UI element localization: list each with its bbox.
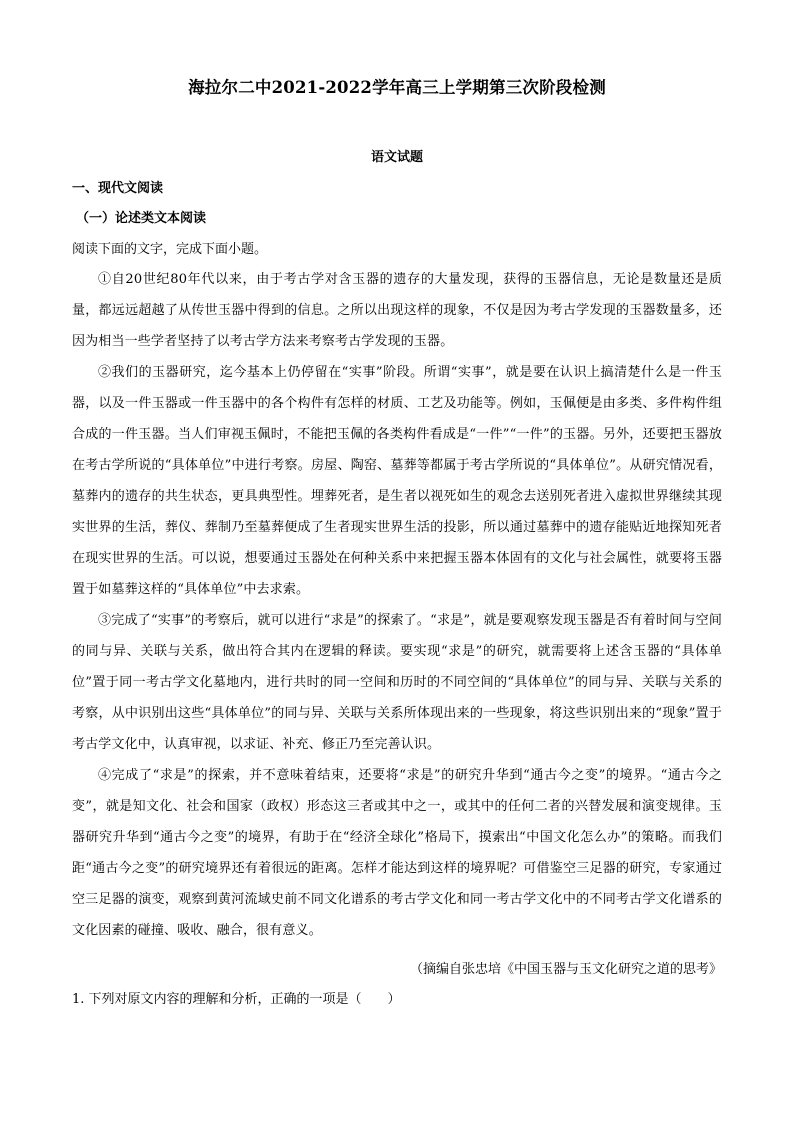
paragraph-1: ①自20世纪80年代以来，由于考古学对含玉器的遗存的大量发现，获得的玉器信息，无论是数量还是质量，都远远超越了从传世玉器中得到的信息。之所以出现这样的现象，不仅是因为考古学发现的玉器数量多，还因为相当一些学者坚持了以考古学方法来考察考古学发现的玉器。 — [72, 272, 722, 349]
paragraph-2: ②我们的玉器研究，迄今基本上仍停留在“实事”阶段。所谓“实事”，就是要在认识上搞清楚什么是一件玉器，以及一件玉器或一件玉器中的各个构件有怎样的材质、工艺及功能等。例如，玉佩便是由多类、多件构件组合成的一件玉器。当人们审视玉佩时，不能把玉佩的各类构件看成是“一件”“一件”的玉器。另外，还要把玉器放在考古学所说的“具体单位”中进行考察。房屋、陶窑、墓葬等都属于考古学所说的“具体单位”。从研究情况看，墓葬内的遗存的共生状态，更具典型性。埋葬死者，是生者以视死如生的观念去送别死者进入虚拟世界继续其现实世界的生活，葬仪、葬制乃至墓葬便成了生者现实世界生活的投影，所以通过墓葬中的遗存能贴近地探知死者在现实世界的生活。可以说，想要通过玉器处在何种关系中来把握玉器本体固有的文化与社会属性，就要将玉器置于如墓葬这样的“具体单位”中去求索。 — [72, 365, 723, 597]
reading-passage — [72, 264, 722, 946]
subject-title: 语文试题 — [370, 150, 423, 165]
paragraph-3: ③完成了“实事”的考察后，就可以进行“求是”的探索了。“求是”，就是要观察发现玉器是否有着时间与空间的同与异、关联与关系，做出符合其内在逻辑的释读。要实现“求是”的研究，就需要将上述含玉器的“具体单位”置于同一考古学文化墓地内，进行共时的同一空间和历时的不同空间的“具体单位”的同与异、关联与关系的考察，从中识别出这些“具体单位”的同与异、关联与关系所体现出来的一些现象，将这些识别出来的“现象”置于考古学文化中，认真审视，以求证、补充、修正乃至完善认识。 — [72, 613, 722, 752]
source-citation: （摘编自张忠培《中国玉器与玉文化研究之道的思考》 — [409, 962, 722, 977]
reading-instruction: 阅读下面的文字，完成下面小题。 — [72, 242, 268, 257]
question-1: 1. 下列对原文内容的理解和分析，正确的一项是（ ） — [72, 992, 401, 1007]
section-heading: 一、现代文阅读 — [72, 181, 164, 196]
subsection-heading: （一）论述类文本阅读 — [76, 211, 207, 226]
exam-title: 海拉尔二中2021-2022学年高三上学期第三次阶段检测 — [188, 78, 606, 97]
paragraph-4: ④完成了“求是”的探索，并不意味着结束，还要将“求是”的研究升华到“通古今之变”的境界。“通古今之变”，就是知文化、社会和国家（政权）形态这三者或其中之一，或其中的任何二者的兴替发展和演变规律。玉器研究升华到“通古今之变”的境界，有助于在“经济全球化”格局下，摸索出“中国文化怎么办”的策略。而我们距“通古今之变”的研究境界还有着很远的距离。怎样才能达到这样的境界呢？可借鉴空三足器的研究，专家通过空三足器的演变，观察到黄河流域史前不同文化谱系的考古学文化和同一考古学文化中的不同考古学文化谱系的文化因素的碰撞、吸收、融合，很有意义。 — [72, 768, 722, 938]
